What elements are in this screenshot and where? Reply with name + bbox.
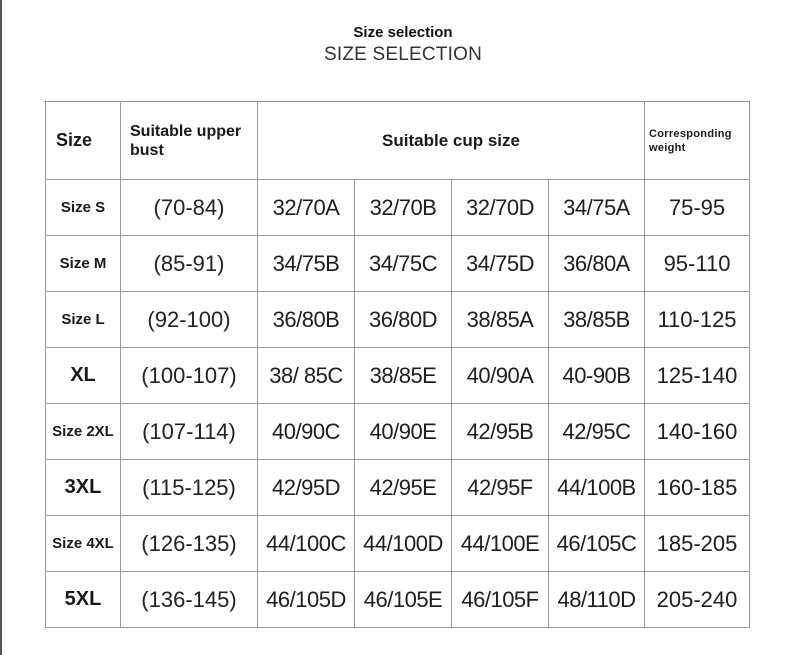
weight-cell: 205-240 xyxy=(645,572,750,628)
cup-size-cell: 40/90E xyxy=(355,404,452,460)
table-header-row xyxy=(46,102,750,180)
cup-size-cell: 42/95E xyxy=(355,460,452,516)
cup-size-cell: 36/80D xyxy=(355,292,452,348)
size-label-cell: Size L xyxy=(46,292,121,348)
weight-cell: 185-205 xyxy=(645,516,750,572)
cup-size-cell: 42/95D xyxy=(258,460,355,516)
cup-size-cell: 34/75B xyxy=(258,236,355,292)
cup-size-cell: 46/105C xyxy=(549,516,645,572)
table-row xyxy=(46,516,750,572)
cup-size-cell: 42/95C xyxy=(549,404,645,460)
cup-size-cell: 40/90C xyxy=(258,404,355,460)
table-row xyxy=(46,348,750,404)
table-row xyxy=(46,404,750,460)
size-label-cell: Size 4XL xyxy=(46,516,121,572)
cup-size-cell: 46/105D xyxy=(258,572,355,628)
weight-cell: 75-95 xyxy=(645,180,750,236)
weight-cell: 160-185 xyxy=(645,460,750,516)
cup-size-cell: 44/100B xyxy=(549,460,645,516)
weight-cell: 125-140 xyxy=(645,348,750,404)
upper-bust-cell: (92-100) xyxy=(121,292,258,348)
cup-size-cell: 46/105F xyxy=(452,572,549,628)
cup-size-cell: 32/70A xyxy=(258,180,355,236)
upper-bust-cell: (100-107) xyxy=(121,348,258,404)
cup-size-cell: 38/85E xyxy=(355,348,452,404)
upper-bust-cell: (70-84) xyxy=(121,180,258,236)
cup-size-cell: 40-90B xyxy=(549,348,645,404)
cup-size-cell: 38/85B xyxy=(549,292,645,348)
weight-cell: 110-125 xyxy=(645,292,750,348)
cup-size-cell: 34/75C xyxy=(355,236,452,292)
upper-bust-cell: (85-91) xyxy=(121,236,258,292)
cup-size-cell: 38/ 85C xyxy=(258,348,355,404)
table-row xyxy=(46,292,750,348)
upper-bust-cell: (136-145) xyxy=(121,572,258,628)
cup-size-cell: 38/85A xyxy=(452,292,549,348)
cup-size-cell: 40/90A xyxy=(452,348,549,404)
header-weight: Corresponding weight xyxy=(645,102,750,180)
page-subtitle: SIZE SELECTION xyxy=(323,44,482,65)
upper-bust-cell: (107-114) xyxy=(121,404,258,460)
cup-size-cell: 32/70D xyxy=(452,180,549,236)
size-label-cell: 3XL xyxy=(46,460,121,516)
cup-size-cell: 46/105E xyxy=(355,572,452,628)
header-cup-size: Suitable cup size xyxy=(258,102,645,180)
table-row xyxy=(46,460,750,516)
cup-size-cell: 44/100C xyxy=(258,516,355,572)
header-size: Size xyxy=(46,102,121,180)
size-chart-table xyxy=(45,101,750,628)
cup-size-cell: 44/100E xyxy=(452,516,549,572)
page-title: Size selection xyxy=(353,24,453,41)
cup-size-cell: 44/100D xyxy=(355,516,452,572)
cup-size-cell: 42/95B xyxy=(452,404,549,460)
size-label-cell: Size S xyxy=(46,180,121,236)
upper-bust-cell: (126-135) xyxy=(121,516,258,572)
size-label-cell: 5XL xyxy=(46,572,121,628)
table-row xyxy=(46,180,750,236)
size-label-cell: Size M xyxy=(46,236,121,292)
cup-size-cell: 48/110D xyxy=(549,572,645,628)
size-label-cell: XL xyxy=(46,348,121,404)
cup-size-cell: 42/95F xyxy=(452,460,549,516)
cup-size-cell: 36/80A xyxy=(549,236,645,292)
weight-cell: 95-110 xyxy=(645,236,750,292)
cup-size-cell: 36/80B xyxy=(258,292,355,348)
size-label-cell: Size 2XL xyxy=(46,404,121,460)
header-upper-bust: Suitable upper bust xyxy=(121,102,258,180)
cup-size-cell: 32/70B xyxy=(355,180,452,236)
table-row xyxy=(46,236,750,292)
upper-bust-cell: (115-125) xyxy=(121,460,258,516)
left-border-line xyxy=(0,0,2,655)
weight-cell: 140-160 xyxy=(645,404,750,460)
table-row xyxy=(46,572,750,628)
cup-size-cell: 34/75D xyxy=(452,236,549,292)
cup-size-cell: 34/75A xyxy=(549,180,645,236)
